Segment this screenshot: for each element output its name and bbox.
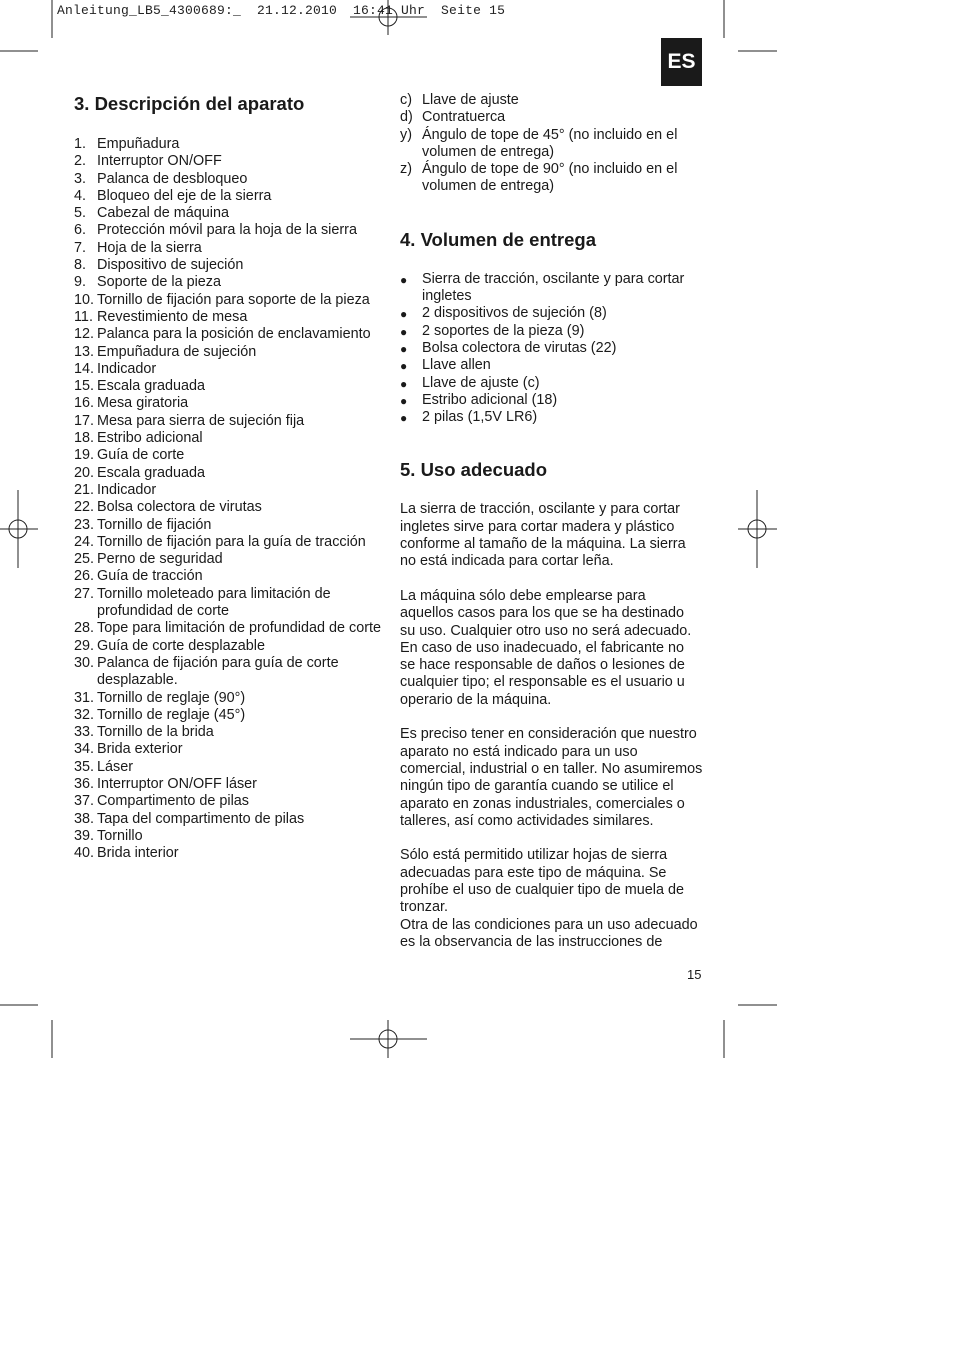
item-label: Palanca de desbloqueo bbox=[97, 170, 248, 187]
item-label: Compartimento de pilas bbox=[97, 793, 249, 810]
list-item bbox=[74, 447, 384, 464]
item-number: 26. bbox=[74, 568, 95, 585]
list-item bbox=[74, 741, 384, 758]
item-label: Hoja de la sierra bbox=[97, 239, 202, 256]
list-item bbox=[74, 465, 384, 482]
list-item bbox=[74, 361, 384, 378]
intended-use-paragraph-3: Es preciso tener en consideración que nuestro aparato no está indicado para un uso comercial, industrial o en taller. No asumiremos ningún tipo de garantía cuando se utilice el aparato en zonas industriales, comerciales o talleres, así como actividades similares. bbox=[400, 726, 703, 829]
item-number: 10. bbox=[74, 291, 95, 308]
item-number: 27. bbox=[74, 585, 95, 602]
list-item bbox=[74, 188, 384, 205]
item-label: Mesa giratoria bbox=[97, 395, 189, 412]
list-item bbox=[74, 690, 384, 707]
bullet-icon: ● bbox=[400, 307, 408, 322]
item-label: Llave allen bbox=[422, 357, 491, 374]
list-item bbox=[74, 793, 384, 810]
item-label: Contratuerca bbox=[422, 109, 506, 126]
bullet-icon: ● bbox=[400, 376, 408, 391]
intended-use-paragraph-5: Otra de las condiciones para un uso adecuado es la observancia de las instrucciones de bbox=[400, 916, 698, 950]
item-letter: y) bbox=[400, 126, 412, 143]
item-label: Empuñadura de sujeción bbox=[97, 343, 257, 360]
list-item bbox=[400, 109, 703, 126]
item-number: 18. bbox=[74, 430, 95, 447]
item-label: Empuñadura bbox=[97, 136, 180, 152]
item-label: Estribo adicional (18) bbox=[422, 391, 558, 408]
item-label: Tornillo de fijación para la guía de tracción bbox=[97, 533, 366, 550]
section-4-heading: 4. Volumen de entrega bbox=[400, 228, 597, 250]
language-badge: ES bbox=[661, 38, 702, 86]
item-number: 17. bbox=[74, 412, 95, 429]
list-item bbox=[74, 292, 384, 309]
item-label: Escala graduada bbox=[97, 378, 206, 395]
list-item bbox=[74, 413, 384, 430]
item-label: Bolsa colectora de virutas bbox=[97, 499, 262, 516]
item-label: Tornillo moleteado para limitación de profundidad de corte bbox=[97, 585, 331, 620]
item-label: Mesa para sierra de sujeción fija bbox=[97, 412, 305, 429]
list-item bbox=[74, 828, 384, 845]
list-item bbox=[74, 517, 384, 534]
item-label: Guía de corte desplazable bbox=[97, 637, 266, 654]
item-number: 14. bbox=[74, 360, 95, 377]
item-label: Láser bbox=[97, 758, 133, 775]
item-label: 2 soportes de la pieza (9) bbox=[422, 322, 585, 339]
bullet-icon: ● bbox=[400, 341, 408, 356]
list-item bbox=[400, 92, 703, 109]
item-label: Tornillo de fijación bbox=[97, 516, 212, 533]
item-number: 34. bbox=[74, 741, 95, 758]
page-number: 15 bbox=[687, 967, 702, 982]
parts-list bbox=[74, 136, 384, 862]
intended-use-paragraph-4: Sólo está permitido utilizar hojas de sierra adecuadas para este tipo de máquina. Se prohíbe el uso de cualquier tipo de muela de tronzar. bbox=[400, 847, 685, 916]
bullet-icon: ● bbox=[400, 411, 408, 426]
item-number: 11. bbox=[74, 308, 93, 325]
list-item bbox=[74, 153, 384, 170]
intended-use-paragraph-2: La máquina sólo debe emplearse para aquellos casos para los que se ha destinado su uso. Cualquier otro uso no será adecuado. En caso de uso inadecuado, el fabricante no se hace responsable de daños o lesiones de cualquier tipo; el responsable es el usuario u operario de la máquina. bbox=[400, 587, 692, 708]
item-label: Escala graduada bbox=[97, 464, 206, 481]
item-label: 2 pilas (1,5V LR6) bbox=[422, 409, 538, 426]
list-item bbox=[74, 257, 384, 274]
list-item bbox=[74, 776, 384, 793]
list-item bbox=[400, 392, 703, 409]
item-label: Tornillo de reglaje (90°) bbox=[97, 689, 246, 706]
list-item bbox=[74, 551, 384, 568]
item-number: 5. bbox=[74, 205, 87, 222]
item-number: 23. bbox=[74, 516, 95, 533]
item-label: Brida exterior bbox=[97, 741, 183, 758]
item-label: Bolsa colectora de virutas (22) bbox=[422, 339, 617, 356]
item-label: Indicador bbox=[97, 481, 157, 498]
item-number: 2. bbox=[74, 153, 87, 170]
list-item bbox=[74, 274, 384, 291]
list-item bbox=[74, 222, 384, 239]
item-number: 38. bbox=[74, 810, 95, 827]
list-item bbox=[74, 240, 384, 257]
item-number: 39. bbox=[74, 827, 95, 844]
item-number: 29. bbox=[74, 637, 95, 654]
print-slug: Anleitung_LB5_4300689:_ 21.12.2010 16:41 Uhr Seite 15 bbox=[57, 3, 506, 18]
item-number: 6. bbox=[74, 222, 87, 239]
intended-use-paragraph-1: La sierra de tracción, oscilante y para cortar ingletes sirve para cortar madera y plástico conforme al tamaño de la máquina. La sierra no está indicada para cortar leña. bbox=[400, 501, 686, 570]
item-label: Tornillo bbox=[97, 827, 143, 844]
list-item bbox=[74, 344, 384, 361]
list-item bbox=[74, 586, 384, 621]
item-label: Tapa del compartimento de pilas bbox=[97, 810, 305, 827]
list-item bbox=[74, 638, 384, 655]
item-label: Perno de seguridad bbox=[97, 551, 223, 568]
item-label: Ángulo de tope de 45° (no incluido en el volumen de entrega) bbox=[422, 126, 678, 160]
item-letter: d) bbox=[400, 109, 413, 126]
item-number: 37. bbox=[74, 793, 95, 810]
list-item bbox=[400, 127, 703, 162]
bullet-icon: ● bbox=[400, 272, 408, 287]
item-label: Interruptor ON/OFF bbox=[97, 153, 222, 170]
list-item bbox=[74, 759, 384, 776]
item-number: 15. bbox=[74, 378, 95, 395]
item-label: Guía de corte bbox=[97, 447, 185, 464]
item-number: 31. bbox=[74, 689, 95, 706]
accessory-list bbox=[400, 92, 703, 196]
bullet-icon: ● bbox=[400, 359, 408, 374]
item-letter: z) bbox=[400, 161, 412, 178]
item-number: 8. bbox=[74, 257, 87, 274]
item-number: 9. bbox=[74, 274, 87, 291]
item-label: Tornillo de reglaje (45°) bbox=[97, 706, 246, 723]
item-number: 20. bbox=[74, 464, 95, 481]
list-item bbox=[74, 724, 384, 741]
list-item bbox=[74, 430, 384, 447]
item-label: Sierra de tracción, oscilante y para cortar ingletes bbox=[422, 270, 685, 305]
list-item bbox=[74, 482, 384, 499]
list-item bbox=[74, 707, 384, 724]
item-label: Bloqueo del eje de la sierra bbox=[97, 187, 272, 204]
list-item bbox=[400, 357, 703, 374]
bullet-icon: ● bbox=[400, 393, 408, 408]
item-label: Interruptor ON/OFF láser bbox=[97, 775, 257, 792]
section-5-heading: 5. Uso adecuado bbox=[400, 459, 548, 481]
item-number: 1. bbox=[74, 136, 87, 152]
list-item bbox=[400, 409, 703, 426]
item-label: Palanca de fijación para guía de corte desplazable. bbox=[97, 654, 339, 689]
item-label: Tope para limitación de profundidad de corte bbox=[97, 620, 381, 637]
item-number: 28. bbox=[74, 620, 95, 637]
item-label: 2 dispositivos de sujeción (8) bbox=[422, 305, 607, 322]
item-label: Guía de tracción bbox=[97, 568, 203, 585]
item-number: 21. bbox=[74, 481, 95, 498]
item-label: Ángulo de tope de 90° (no incluido en el volumen de entrega) bbox=[422, 161, 678, 195]
item-number: 24. bbox=[74, 533, 95, 550]
item-number: 40. bbox=[74, 845, 95, 862]
delivery-list bbox=[400, 271, 703, 427]
list-item bbox=[74, 136, 384, 153]
item-label: Llave de ajuste (c) bbox=[422, 374, 540, 391]
item-number: 33. bbox=[74, 724, 95, 741]
item-number: 35. bbox=[74, 758, 95, 775]
item-number: 25. bbox=[74, 551, 95, 568]
item-number: 7. bbox=[74, 239, 87, 256]
list-item bbox=[74, 655, 384, 690]
item-number: 3. bbox=[74, 170, 87, 187]
item-label: Tornillo de la brida bbox=[97, 724, 214, 741]
item-label: Revestimiento de mesa bbox=[97, 308, 248, 325]
list-item bbox=[74, 620, 384, 637]
item-label: Brida interior bbox=[97, 845, 179, 862]
list-item bbox=[74, 378, 384, 395]
item-number: 4. bbox=[74, 187, 87, 204]
list-item bbox=[400, 323, 703, 340]
item-label: Tornillo de fijación para soporte de la pieza bbox=[97, 291, 370, 308]
item-label: Palanca para la posición de enclavamiento bbox=[97, 326, 371, 343]
bullet-icon: ● bbox=[400, 324, 408, 339]
item-number: 22. bbox=[74, 499, 95, 516]
list-item bbox=[400, 305, 703, 322]
item-label: Soporte de la pieza bbox=[97, 274, 222, 291]
list-item bbox=[74, 811, 384, 828]
list-item bbox=[400, 271, 703, 306]
list-item bbox=[74, 326, 384, 343]
section-3-heading: 3. Descripción del aparato bbox=[74, 93, 305, 114]
item-number: 19. bbox=[74, 447, 95, 464]
item-letter: c) bbox=[400, 92, 412, 108]
item-number: 36. bbox=[74, 775, 95, 792]
item-number: 12. bbox=[74, 326, 95, 343]
list-item bbox=[400, 340, 703, 357]
list-item bbox=[74, 845, 384, 862]
right-column bbox=[400, 92, 703, 951]
list-item bbox=[74, 309, 384, 326]
list-item bbox=[400, 161, 703, 196]
item-label: Estribo adicional bbox=[97, 430, 203, 447]
list-item bbox=[74, 568, 384, 585]
left-column bbox=[74, 90, 384, 862]
list-item bbox=[74, 205, 384, 222]
item-label: Cabezal de máquina bbox=[97, 205, 230, 222]
list-item bbox=[74, 395, 384, 412]
item-number: 30. bbox=[74, 654, 95, 671]
item-label: Protección móvil para la hoja de la sierra bbox=[97, 222, 357, 239]
list-item bbox=[74, 499, 384, 516]
list-item bbox=[74, 534, 384, 551]
item-number: 16. bbox=[74, 395, 95, 412]
item-number: 32. bbox=[74, 706, 95, 723]
item-label: Indicador bbox=[97, 360, 157, 377]
item-label: Llave de ajuste bbox=[422, 92, 519, 108]
list-item bbox=[74, 171, 384, 188]
item-number: 13. bbox=[74, 343, 95, 360]
list-item bbox=[400, 375, 703, 392]
item-label: Dispositivo de sujeción bbox=[97, 257, 244, 274]
